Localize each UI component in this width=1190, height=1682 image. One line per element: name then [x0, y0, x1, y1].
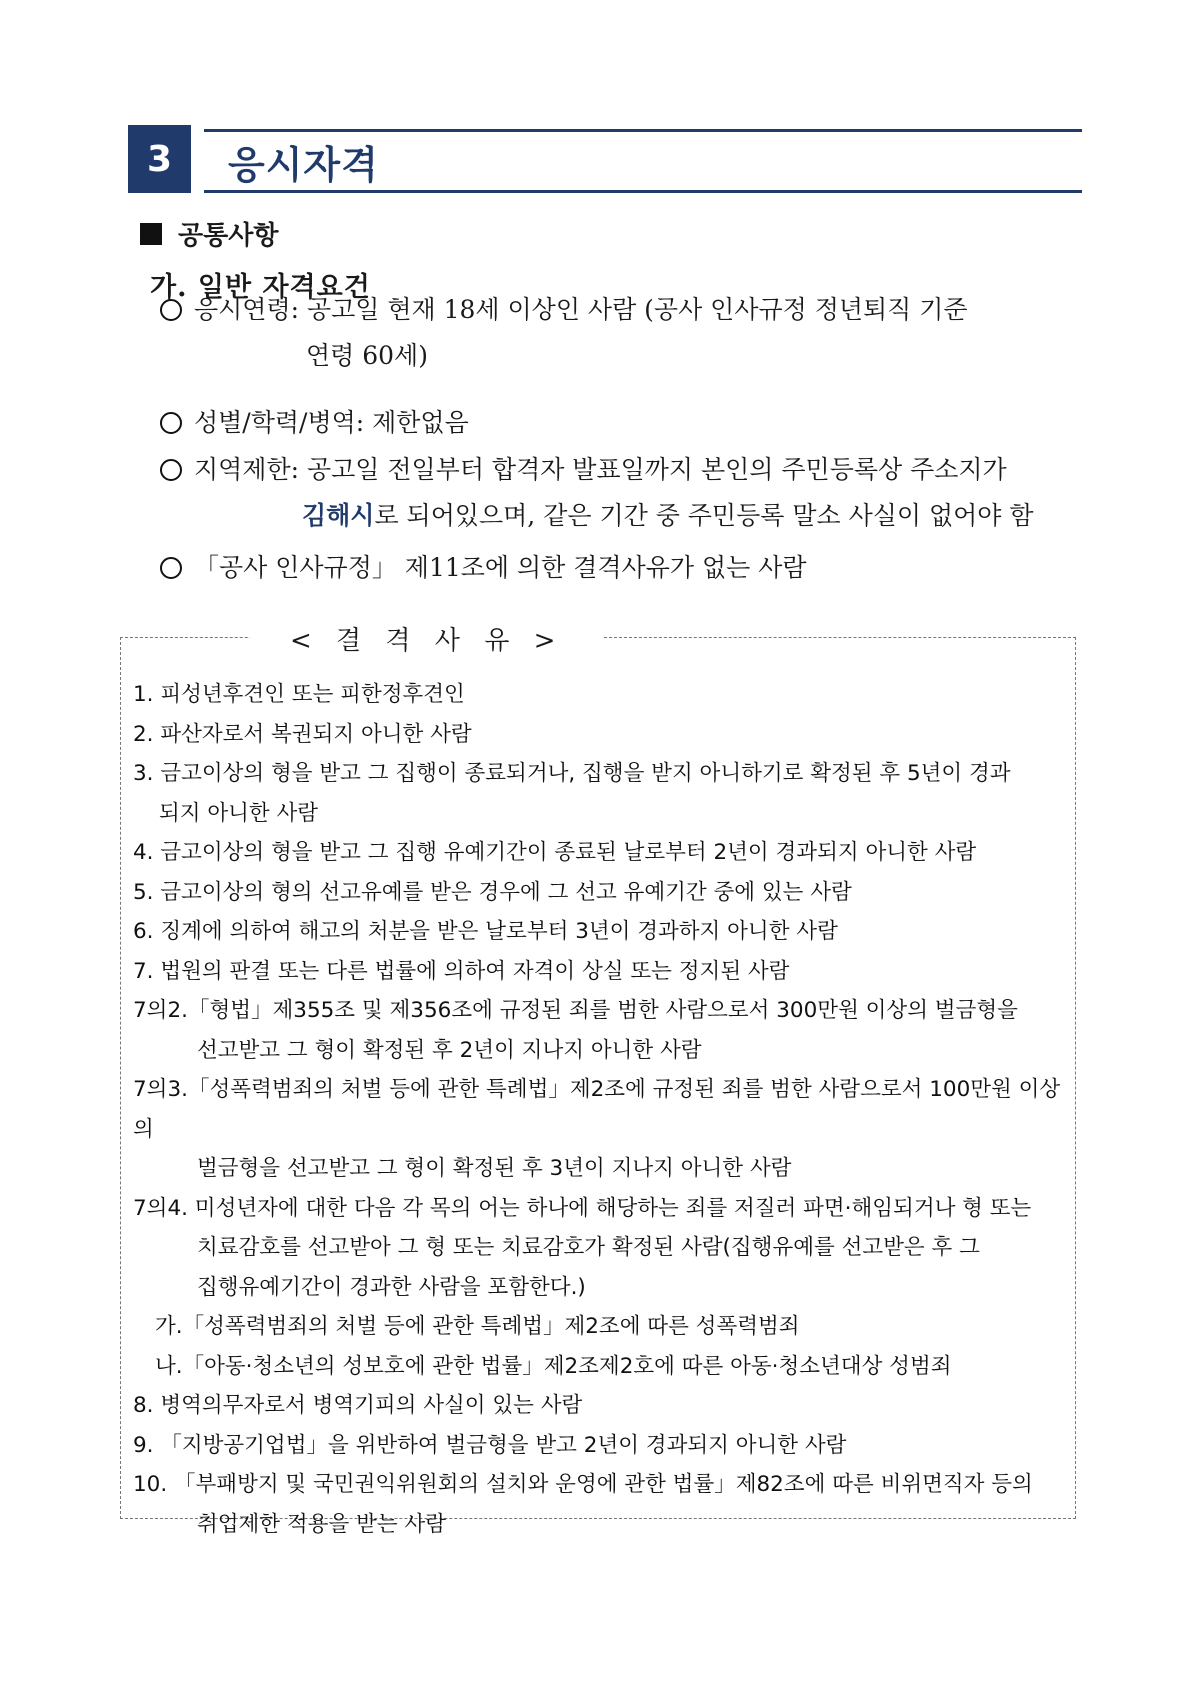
- common-label: 공통사항: [178, 221, 279, 251]
- list-subitem: 나.「아동·청소년의 성보호에 관한 법률」제2조제2호에 따른 아동·청소년대상 성범죄: [155, 1353, 952, 1379]
- requirement-text: 지역제한: 공고일 전일부터 합격자 발표일까지 본인의 주민등록상 주소지가: [194, 455, 1007, 484]
- disqualification-title: < 결 격 사 유 >: [250, 620, 603, 657]
- list-item: 2. 파산자로서 복권되지 아니한 사람: [133, 721, 472, 747]
- region-highlight: 김해시: [302, 501, 375, 530]
- list-item: 3. 금고이상의 형을 받고 그 집행이 종료되거나, 집행을 받지 아니하기로 확정된 후 5년이 경과 되지 아니한 사람: [133, 761, 1011, 826]
- requirement-text: 성별/학력/병역: 제한없음: [194, 408, 469, 437]
- header-bottom-rule: [204, 190, 1082, 193]
- list-item: 5. 금고이상의 형의 선고유예를 받은 경우에 그 선고 유예기간 중에 있는 사람: [133, 879, 852, 905]
- requirement-item: [160, 447, 1080, 539]
- list-item: 10. 「부패방지 및 국민권익위원회의 설치와 운영에 관한 법률」제82조에 따른 비위면직자 등의 취업제한 적용을 받는 사람: [133, 1472, 1033, 1537]
- requirement-text: 응시연령: 공고일 현재 18세 이상인 사람 (공사 인사규정 정년퇴직 기준: [194, 295, 968, 324]
- section-title: 응시자격: [228, 143, 379, 187]
- circle-bullet-icon: [160, 299, 182, 321]
- list-item: 1. 피성년후견인 또는 피한정후견인: [133, 682, 465, 707]
- requirement-text-cont: 로 되어있으며, 같은 기간 중 주민등록 말소 사실이 없어야 함: [374, 501, 1034, 530]
- common-heading: [140, 215, 278, 252]
- list-item: 9. 「지방공기업법」을 위반하여 벌금형을 받고 2년이 경과되지 아니한 사람: [133, 1432, 847, 1458]
- section-header: [128, 125, 1082, 193]
- list-item: 7의4. 미성년자에 대한 다음 각 목의 어는 하나에 해당하는 죄를 저질러 파면·해임되거나 형 또는 치료감호를 선고받아 그 형 또는 치료감호가 확정된 사람(집행유예를 선고받은 후 그 집행유예기간이 경과한 사람을 포함한다.): [133, 1195, 1032, 1300]
- list-item: 6. 징계에 의하여 해고의 처분을 받은 날로부터 3년이 경과하지 아니한 사람: [133, 919, 838, 944]
- list-subitem: 가.「성폭력범죄의 처벌 등에 관한 특례법」제2조에 따른 성폭력범죄: [155, 1314, 800, 1339]
- requirement-item: [160, 400, 1080, 446]
- section-number: 3: [128, 125, 191, 193]
- list-item: 7의3.「성폭력범죄의 처벌 등에 관한 특례법」제2조에 규정된 죄를 범한 사람으로서 100만원 이상의 벌금형을 선고받고 그 형이 확정된 후 3년이 지나지 아니한 사람: [133, 1077, 1061, 1181]
- header-top-rule: [204, 129, 1082, 132]
- list-item: 8. 병역의무자로서 병역기피의 사실이 있는 사람: [133, 1393, 583, 1418]
- circle-bullet-icon: [160, 557, 182, 579]
- list-item: 4. 금고이상의 형을 받고 그 집행 유예기간이 종료된 날로부터 2년이 경과되지 아니한 사람: [133, 840, 977, 865]
- requirement-text-cont: 연령 60세): [306, 341, 428, 370]
- requirement-item: [160, 545, 1080, 591]
- list-item: 7의2.「형법」제355조 및 제356조에 규정된 죄를 범한 사람으로서 300만원 이상의 벌금형을 선고받고 그 형이 확정된 후 2년이 지나지 아니한 사람: [133, 998, 1018, 1063]
- list-item: 7. 법원의 판결 또는 다른 법률에 의하여 자격이 상실 또는 정지된 사람: [133, 958, 790, 984]
- disqualification-list: [133, 675, 1073, 1544]
- circle-bullet-icon: [160, 459, 182, 481]
- square-bullet-icon: [140, 223, 162, 245]
- circle-bullet-icon: [160, 412, 182, 434]
- requirement-text: 「공사 인사규정」 제11조에 의한 결격사유가 없는 사람: [194, 553, 807, 582]
- requirement-item: [160, 287, 1080, 379]
- subheading: 가. 일반 자격요건: [150, 272, 371, 303]
